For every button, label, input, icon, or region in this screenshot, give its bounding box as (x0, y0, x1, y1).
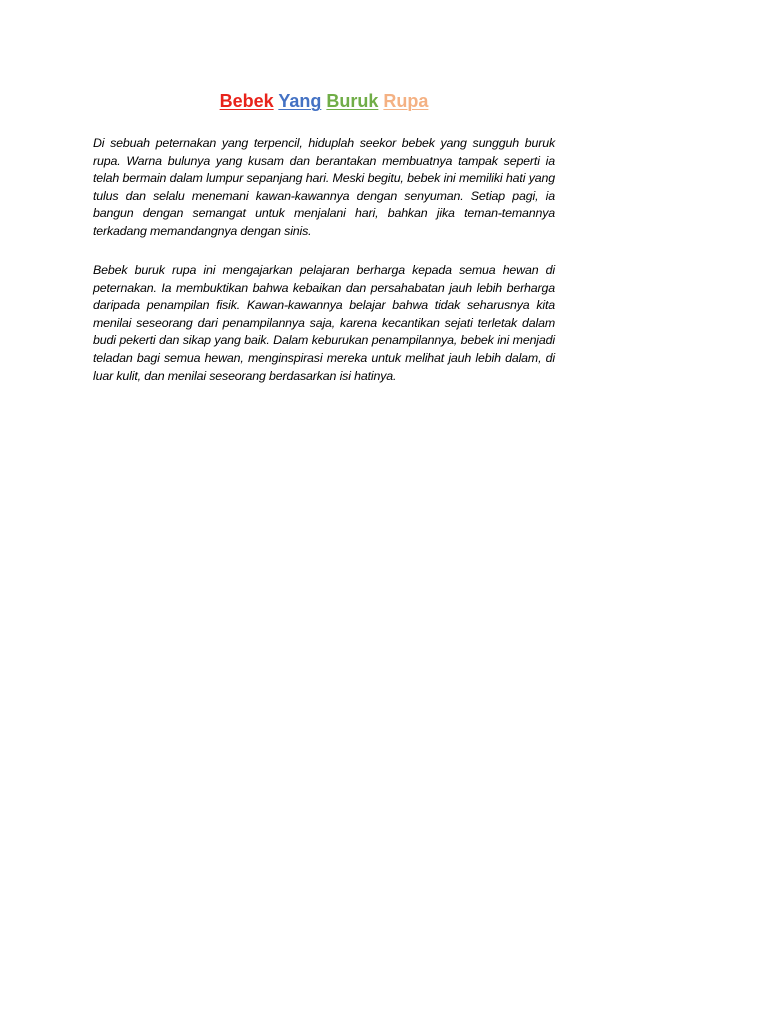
title-word-yang: Yang (278, 91, 322, 111)
title-word-rupa: Rupa (383, 91, 429, 111)
paragraph-2: Bebek buruk rupa ini mengajarkan pelajaran berharga kepada semua hewan di peternakan. Ia membuktikan bahwa kebaikan dan persahabatan jauh lebih berharga daripada penampilan fisik. Kawan-kawannya belajar bahwa tidak seharusnya kita menilai seseorang dari penampilannya saja, karena kecantikan sejati terletak dalam budi pekerti dan sikap yang baik. Dalam keburukan penampilannya, bebek ini menjadi teladan bagi semua hewan, menginspirasi mereka untuk melihat jauh lebih dalam, di luar kulit, dan menilai seseorang berdasarkan isi hatinya. (93, 263, 555, 383)
document-title (93, 89, 555, 113)
title-word-buruk: Buruk (326, 91, 379, 111)
title-word-bebek: Bebek (219, 91, 274, 111)
paragraph-1: Di sebuah peternakan yang terpencil, hiduplah seekor bebek yang sungguh buruk rupa. Warna bulunya yang kusam dan berantakan membuatnya tampak seperti ia telah bermain dalam lumpur sepanjang hari. Meski begitu, bebek ini memiliki hati yang tulus dan selalu menemani kawan-kawannya dengan senyuman. Setiap pagi, ia bangun dengan semangat untuk menjalani hari, bahkan jika teman-temannya terkadang memandangnya dengan sinis. (93, 136, 555, 238)
